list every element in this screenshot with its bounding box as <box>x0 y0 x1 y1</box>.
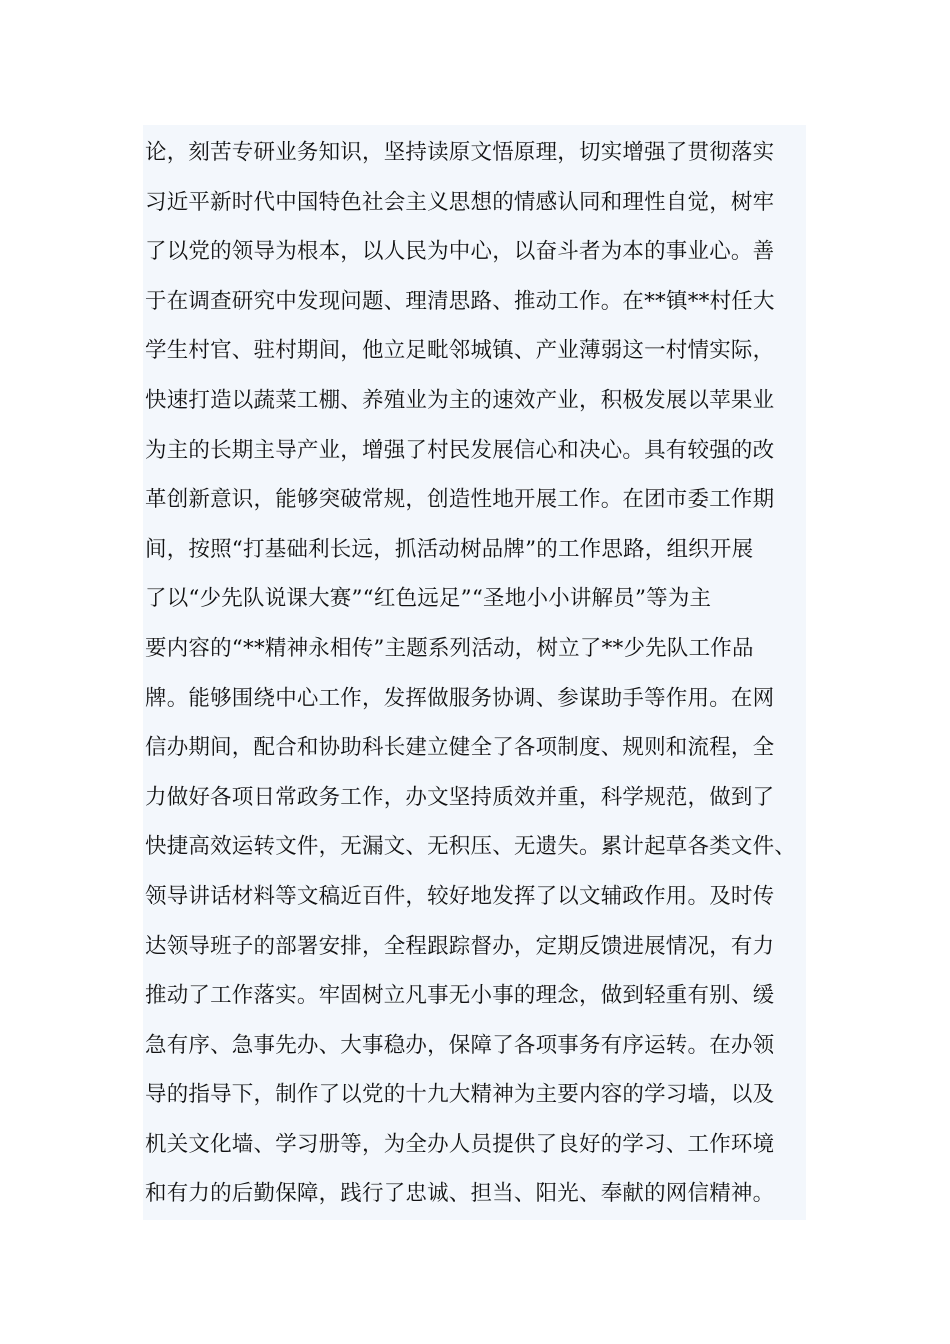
text-line: 和有力的后勤保障，践行了忠诚、担当、阳光、奉献的网信精神。 <box>145 1181 775 1207</box>
text-line: 习近平新时代中国特色社会主义思想的情感认同和理性自觉，树牢 <box>145 189 775 215</box>
text-line: 快捷高效运转文件，无漏文、无积压、无遗失。累计起草各类文件、 <box>145 834 797 860</box>
text-line: 牌。能够围绕中心工作，发挥做服务协调、参谋助手等作用。在网 <box>145 685 775 711</box>
text-line: 学生村官、驻村期间，他立足毗邻城镇、产业薄弱这一村情实际， <box>145 338 775 364</box>
text-line: 力做好各项日常政务工作，办文坚持质效并重，科学规范，做到了 <box>145 784 775 810</box>
text-line: 了以“少先队说课大赛”“红色远足”“圣地小小讲解员”等为主 <box>145 586 712 612</box>
text-line: 达领导班子的部署安排，全程跟踪督办，定期反馈进展情况，有力 <box>145 933 775 959</box>
text-line: 论，刻苦专研业务知识，坚持读原文悟原理，切实增强了贯彻落实 <box>145 140 775 165</box>
text-line: 推动了工作落实。牢固树立凡事无小事的理念，做到轻重有别、缓 <box>145 983 775 1009</box>
text-line: 快速打造以蔬菜工棚、养殖业为主的速效产业，积极发展以苹果业 <box>145 387 775 413</box>
text-line: 导的指导下，制作了以党的十九大精神为主要内容的学习墙，以及 <box>145 1082 775 1108</box>
text-line: 革创新意识，能够突破常规，创造性地开展工作。在团市委工作期 <box>145 487 775 513</box>
text-line: 机关文化墙、学习册等，为全办人员提供了良好的学习、工作环境 <box>145 1131 775 1157</box>
text-line: 间，按照“打基础利长远，抓活动树品牌”的工作思路，组织开展 <box>145 536 754 562</box>
text-line: 于在调查研究中发现问题、理清思路、推动工作。在**镇**村任大 <box>145 288 775 314</box>
text-line: 了以党的领导为根本，以人民为中心，以奋斗者为本的事业心。善 <box>145 239 775 265</box>
text-line: 领导讲话材料等文稿近百件，较好地发挥了以文辅政作用。及时传 <box>145 883 775 909</box>
text-line: 信办期间，配合和协助科长建立健全了各项制度、规则和流程，全 <box>145 735 775 761</box>
text-line: 为主的长期主导产业，增强了村民发展信心和决心。具有较强的改 <box>145 437 775 463</box>
text-line: 要内容的“**精神永相传”主题系列活动，树立了**少先队工作品 <box>145 635 754 661</box>
text-line: 急有序、急事先办、大事稳办，保障了各项事务有序运转。在办领 <box>145 1032 775 1058</box>
paragraph <box>145 128 825 1219</box>
